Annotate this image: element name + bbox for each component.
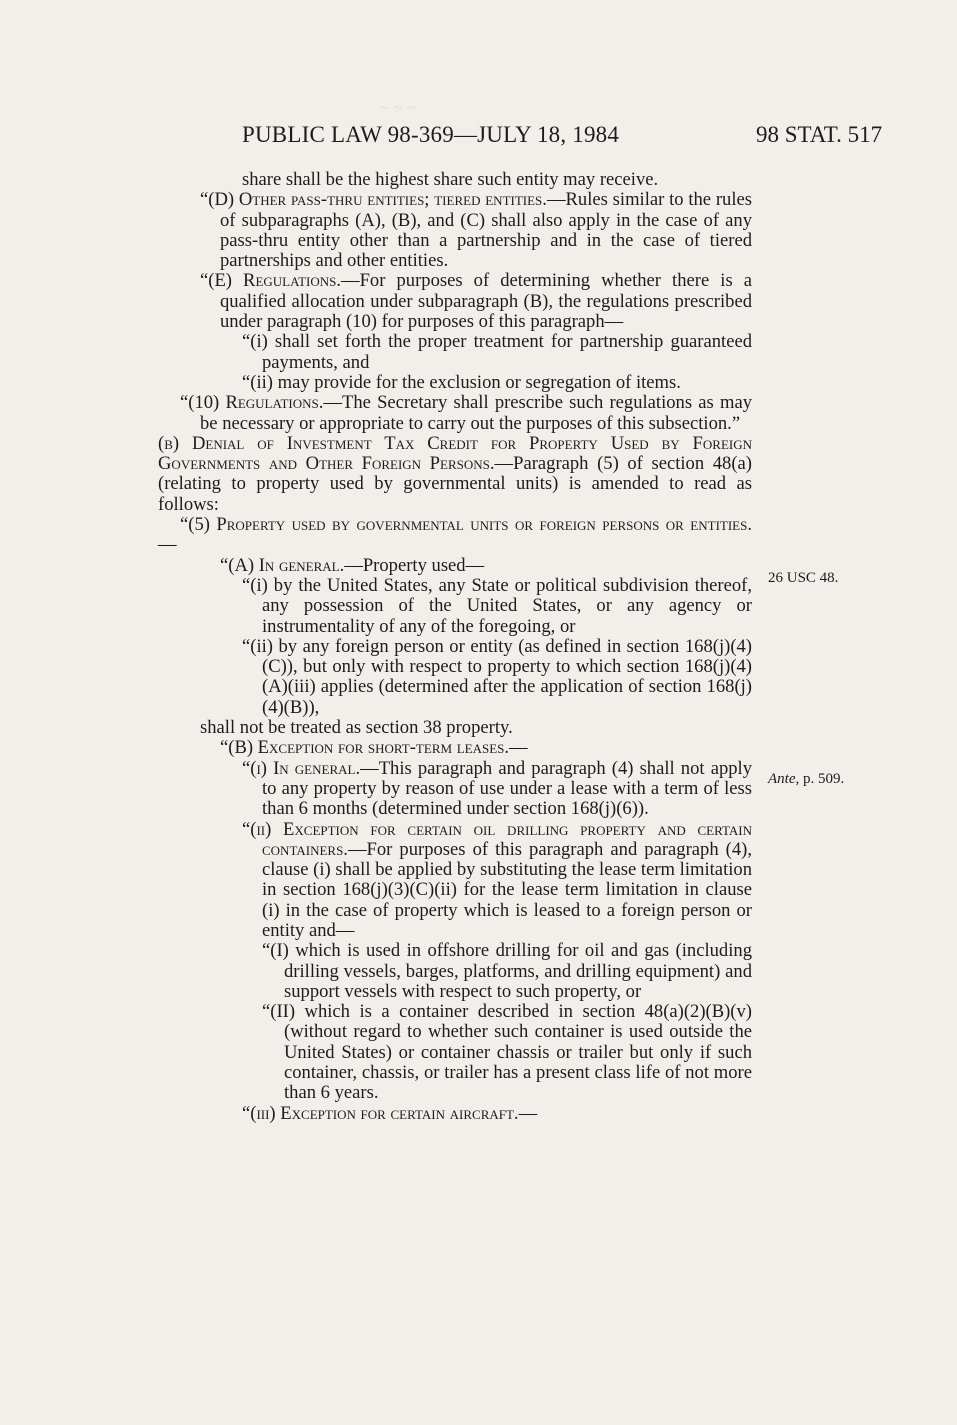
heading-d: “(D) Other pass-thru entities; tiered entities. [200, 189, 547, 211]
margin-note-usc: 26 USC 48. [768, 570, 839, 586]
page-header-stat: 98 STAT. 517 [756, 122, 883, 147]
paragraph-b-short-term [158, 738, 752, 758]
paragraph-e-i: “(i) shall set forth the proper treatment for partnership guaranteed payments, and [242, 331, 752, 373]
heading-5: “(5) Property used by governmental units or foreign persons or entities. [180, 514, 752, 536]
heading-b-i: “(i) In general. [242, 757, 361, 779]
body-a: —Property used— [344, 554, 485, 576]
paragraph-5-property [158, 515, 752, 556]
body-b-i: —This paragraph and paragraph (4) shall not apply to any property by reason of use under a lease with a term of less than 6 months (determined under section 168(j)(6)). [262, 757, 753, 820]
paragraph-b-ii-I: “(I) which is used in offshore drilling for oil and gas (including drilling vessels, barges, platforms, and drilling equipment) and support vessels with respect to such property, or [262, 940, 752, 1002]
heading-b-iii: “(iii) Exception for certain aircraft. [242, 1102, 519, 1124]
paragraph-not-section-38: shall not be treated as section 38 property. [200, 717, 513, 739]
paragraph-e-regulations [158, 271, 752, 332]
paragraph-b-ii-II: “(II) which is a container described in section 48(a)(2)(B)(v) (without regard to whether such container is used outside the United States) or container chassis or trailer but only if such container, chassis, or trailer has a present class life of not more than 6 years. [262, 1001, 752, 1104]
paragraph-b-i [158, 759, 752, 820]
heading-a: “(A) In general. [220, 554, 345, 576]
heading-b-short-term: “(B) Exception for short-term leases. [220, 737, 510, 759]
heading-e: “(E) Regulations. [200, 270, 341, 292]
paragraph-b-iii [158, 1104, 752, 1124]
heading-b-ii: “(ii) Exception for certain oil drilling property and certain containers. [242, 818, 752, 860]
paragraph-a-i: “(i) by the United States, any State or political subdivision thereof, any possession of the United States, or any agency or instrumentality of any of the foregoing, or [242, 574, 752, 637]
paragraph-10-regulations [180, 393, 752, 434]
paragraph-a-ii: “(ii) by any foreign person or entity (as defined in section 168(j)(4)(C)), but only with respect to property to which section 168(j)(4)(A)(iii) applies (determined after the application of section 168(j)(4)(B)), [242, 635, 752, 718]
body-b-short-term: — [509, 737, 528, 759]
heading-b: (b) Denial of Investment Tax Credit for Property Used by Foreign Governments and Other Foreign Persons. [158, 432, 752, 475]
body-b-ii: —For purposes of this paragraph and paragraph (4), clause (i) shall be applied by substituting the lease term limitation in section 168(j)(3)(C)(ii) for the lease term limitation in clause (i) in the case of property which is leased to a foreign person or entity and— [262, 838, 752, 941]
body-b-iii: — [518, 1102, 538, 1124]
paragraph-e-ii: “(ii) may provide for the exclusion or segregation of items. [242, 371, 681, 393]
body-10: —The Secretary shall prescribe such regulations as may be necessary or appropriate to carry out the purposes of this subsection.” [200, 392, 752, 434]
margin-note-ante [768, 771, 844, 788]
bleed-through-text: ~ ~ ~ [380, 98, 417, 117]
paragraph-a-general [158, 556, 752, 576]
heading-10: “(10) Regulations. [180, 392, 324, 414]
body-text [158, 170, 752, 1124]
margin-note-ante-word: Ante, [768, 771, 800, 787]
margin-note-ante-page: p. 509. [803, 771, 845, 787]
page-header-title: PUBLIC LAW 98-369—JULY 18, 1984 [242, 122, 620, 147]
body-b: —Paragraph (5) of section 48(a) (relating to property used by governmental units) is amended to read as follows: [158, 453, 752, 515]
paragraph-d-pass-thru [158, 190, 752, 271]
paragraph-share: share shall be the highest share such entity may receive. [242, 169, 659, 190]
body-d: —Rules similar to the rules of subparagraphs (A), (B), and (C) shall also apply in the case of any pass-thru entity other than a partnership and in the case of tiered partnerships and other entities. [220, 189, 752, 272]
paragraph-b-ii [158, 820, 752, 942]
body-e: —For purposes of determining whether there is a qualified allocation under subparagraph (B), the regulations prescribed under paragraph (10) for purposes of this paragraph— [220, 270, 752, 333]
paragraph-b-denial [158, 434, 752, 515]
body-5: — [158, 534, 177, 556]
